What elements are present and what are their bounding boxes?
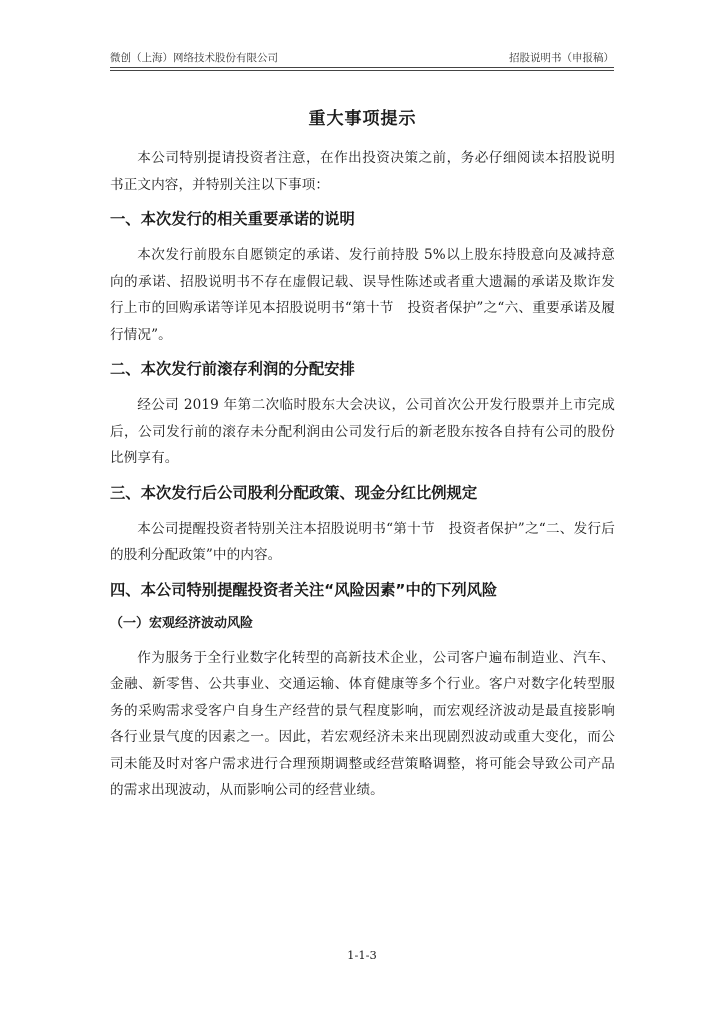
section-paragraph-3: 本公司提醒投资者特别关注本招股说明书“第十节 投资者保护”之“二、发行后的股利分配政策”中的内容。 (110, 520, 615, 563)
header-divider (110, 67, 614, 71)
section-heading-3: 三、本次发行后公司股利分配政策、现金分红比例规定 (110, 483, 478, 502)
page-number: 1-1-3 (347, 948, 377, 962)
header-company-name: 微创（上海）网络技术股份有限公司 (110, 52, 278, 64)
section-paragraph-4: 作为服务于全行业数字化转型的高新技术企业，公司客户遍布制造业、汽车、金融、新零售、公共事业、交通运输、体育健康等多个行业。客户对数字化转型服务的采购需求受客户自身生产经营的景气程度影响，而宏观经济波动是最直接影响各行业景气度的因素之一。因此，若宏观经济未来出现剧烈波动或重大变化，而公司未能及时对客户需求进行合理预期调整或经营策略调整，将可能会导致公司产品的需求出现波动，从而影响公司的经营业绩。 (110, 649, 615, 798)
section-heading-4: 四、本公司特别提醒投资者关注“风险因素”中的下列风险 (110, 580, 498, 599)
section-heading-2: 二、本次发行前滚存利润的分配安排 (110, 360, 355, 378)
page-header (110, 50, 614, 66)
section-heading-1: 一、本次发行的相关重要承诺的说明 (110, 210, 355, 228)
main-content (110, 104, 615, 813)
section-paragraph-1: 本次发行前股东自愿锁定的承诺、发行前持股 5%以上股东持股意向及减持意向的承诺、招股说明书不存在虚假记载、误导性陈述或者重大遗漏的承诺及欺诈发行上市的回购承诺等详见本招股说明书“第十节 投资者保护”之“六、重要承诺及履行情况”。 (110, 247, 615, 343)
subsection-heading-macro-risk: （一）宏观经济波动风险 (110, 615, 254, 631)
header-document-type: 招股说明书（申报稿） (509, 52, 614, 64)
section-paragraph-2: 经公司 2019 年第二次临时股东大会决议，公司首次公开发行股票并上市完成后，公司发行前的滚存未分配利润由公司发行后的新老股东按各自持有公司的股份比例享有。 (110, 397, 615, 466)
intro-paragraph: 本公司特别提请投资者注意，在作出投资决策之前，务必仔细阅读本招股说明书正文内容，并特别关注以下事项： (110, 150, 615, 193)
page-title: 重大事项提示 (308, 109, 417, 129)
